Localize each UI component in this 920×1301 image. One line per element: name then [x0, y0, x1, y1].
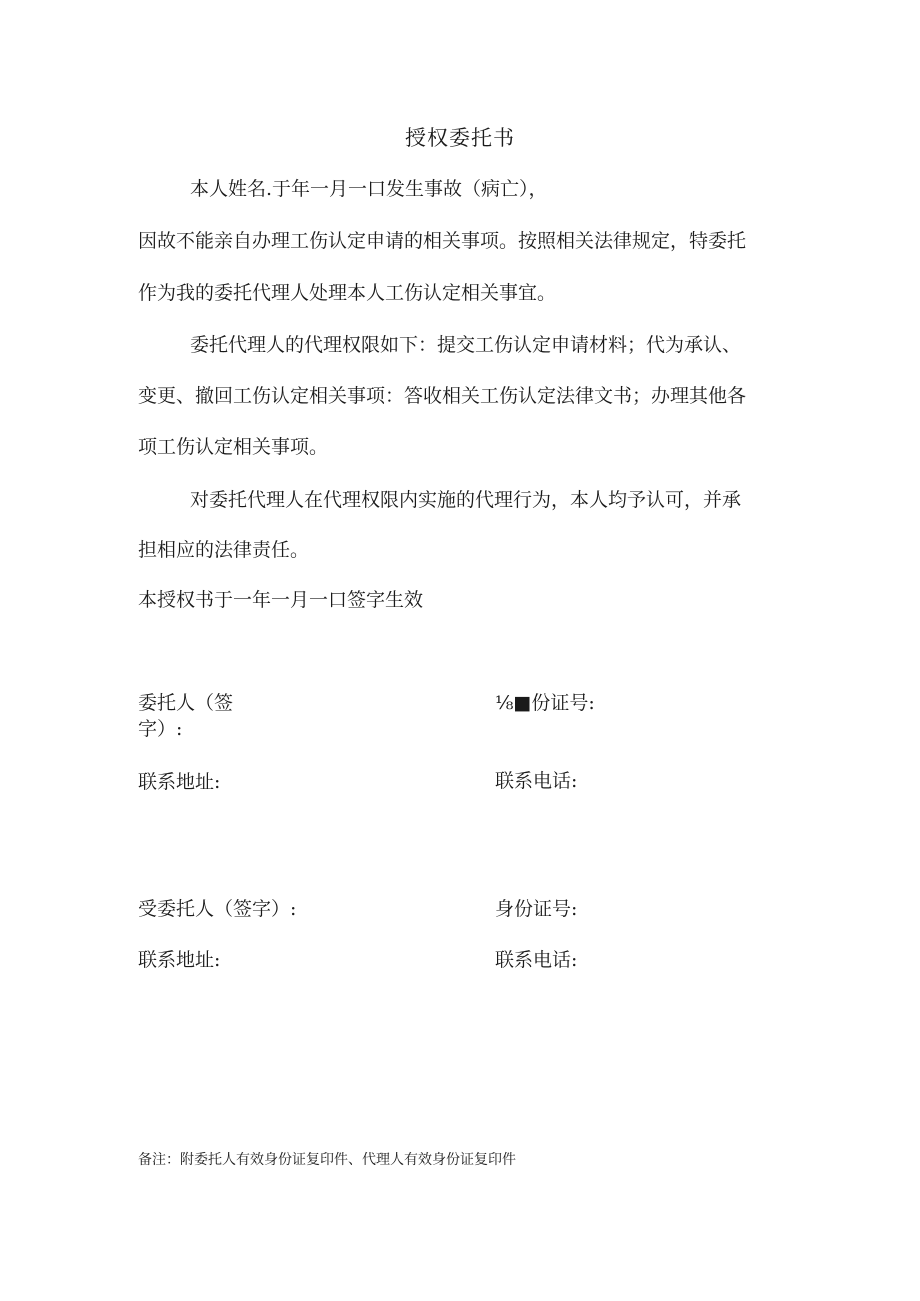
document-title: 授权委托书 — [405, 126, 515, 150]
paragraph-line-8: 担相应的法律责任。 — [138, 539, 310, 561]
agent-signature-field: 受委托人（签字）: — [138, 898, 297, 920]
effective-date-line: 本授权书于一年一月一口签字生效 — [138, 589, 424, 611]
agent-phone-field: 联系电话: — [495, 949, 578, 971]
footnote-remark: 备注：附委托人有效身份证复印件、代理人有效身份证复印件 — [138, 1152, 516, 1168]
principal-signature-field: 委托人（签字）: — [138, 692, 234, 740]
principal-id-number-field: ⅛■份证号: — [495, 692, 595, 714]
paragraph-line-7: 对委托代理人在代理权限内实施的代理行为，本人均予认可，并承 — [190, 489, 742, 511]
agent-id-number-field: 身份证号: — [495, 898, 578, 920]
agent-address-field: 联系地址: — [138, 949, 221, 971]
paragraph-line-4: 委托代理人的代理权限如下：提交工伤认定申请材料；代为承认、 — [190, 334, 742, 356]
paragraph-line-5: 变更、撤回工伤认定相关事项：答收相关工伤认定法律文书；办理其他各 — [138, 385, 747, 407]
paragraph-line-1: 本人姓名.于年一月一口发生事故（病亡）， — [190, 178, 548, 200]
paragraph-line-3: 作为我的委托代理人处理本人工伤认定相关事宜。 — [138, 282, 557, 304]
principal-phone-field: 联系电话: — [495, 770, 578, 792]
paragraph-line-2: 因故不能亲自办理工伤认定申请的相关事项。按照相关法律规定，特委托 — [138, 230, 747, 252]
principal-address-field: 联系地址: — [138, 771, 221, 793]
paragraph-line-6: 项工伤认定相关事项。 — [138, 436, 329, 458]
